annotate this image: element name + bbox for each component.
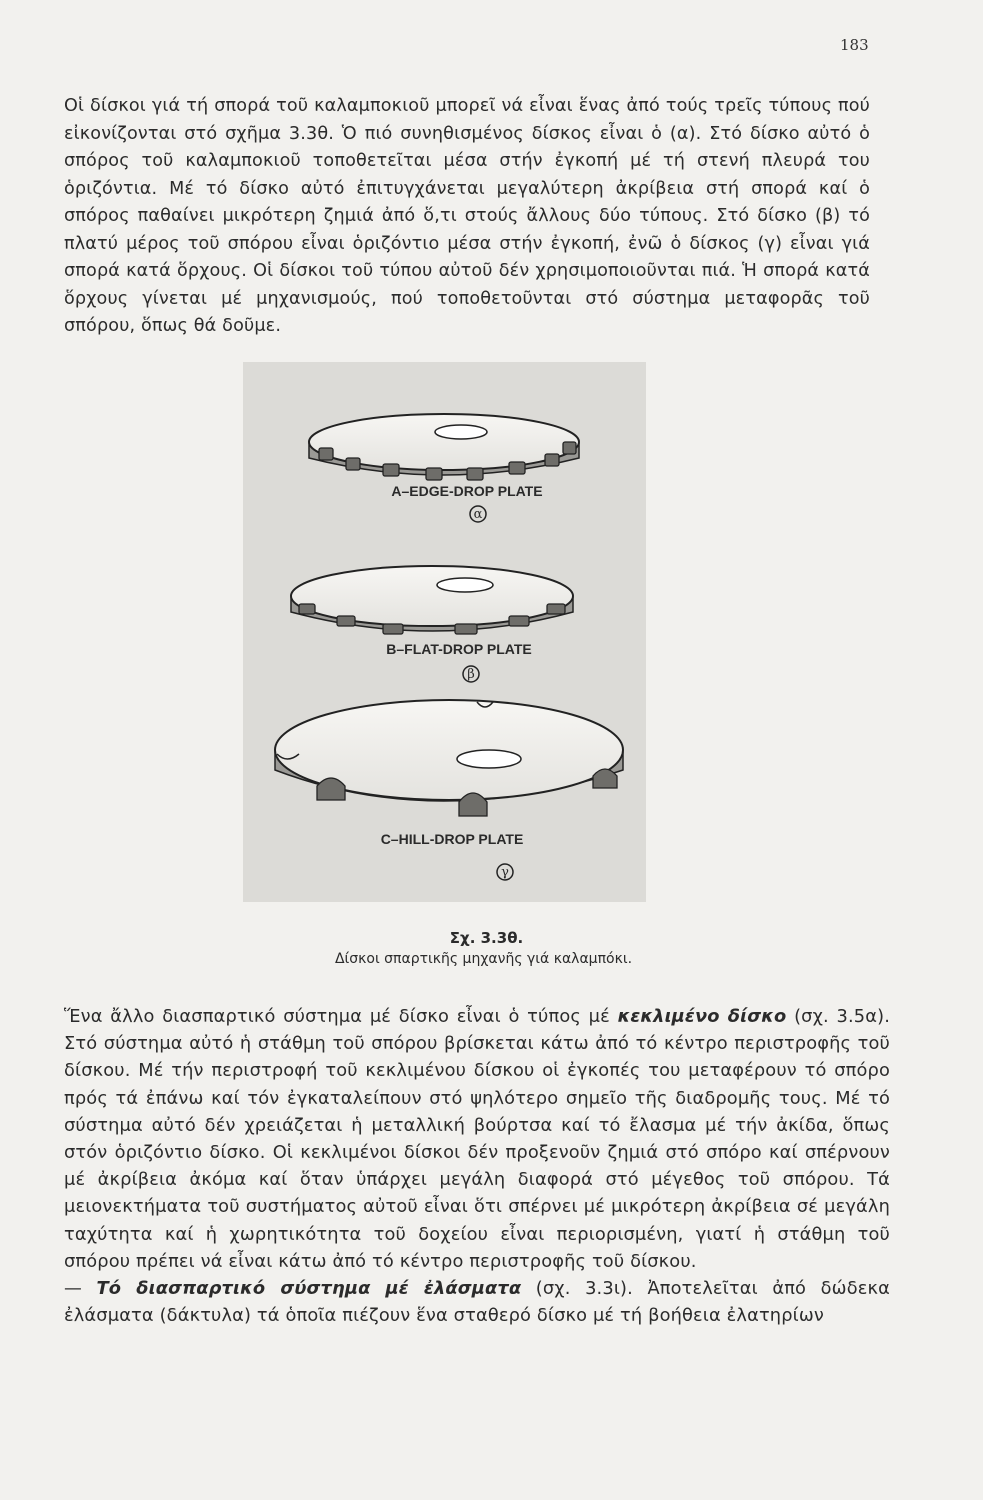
figure-seed-plates xyxy=(243,362,646,902)
edge-drop-plate-drawing xyxy=(309,414,579,522)
hill-drop-plate-drawing xyxy=(275,700,623,880)
page-number: 183 xyxy=(840,36,869,54)
plate-c-symbol: γ xyxy=(501,865,509,880)
figure-caption xyxy=(0,928,983,970)
emphasis-inclined-plate: κεκλιμένο δίσκο xyxy=(617,1006,787,1027)
plate-b-symbol: β xyxy=(467,667,475,682)
emphasis-finger-system: Τό διασπαρτικό σύστημα μέ ἐλάσματα xyxy=(96,1278,522,1300)
plate-b-label: B–FLAT-DROP PLATE xyxy=(386,641,532,657)
plate-a-symbol: α xyxy=(473,507,483,522)
paragraph2-part2: (σχ. 3.5α). Στό σύστημα αὐτό ἡ στάθμη τοῦ σπόρου βρίσκεται κάτω ἀπό τό κέντρο περιστροφῆς τοῦ δίσκου. Μέ τήν περιστροφή τοῦ κεκλιμένου δίσκου οἱ ἐγκοπές του μεταφέρουν τό σπόρο πρός τά ἐπάνω καί τόν ἐγκαταλείπουν στό ψηλότερο σημεῖο τῆς διαδρομῆς τους. Μέ τό σύστημα αὐτό δέν χρειάζεται ἡ μεταλλική βούρτσα καί τό ἔλασμα μέ τήν ἀκίδα, ὅπως στόν ὁριζόντιο δίσκο. Οἱ κεκλιμένοι δίσκοι δέν προξενοῦν ζημιά στό σπόρο καί σπέρνουν μέ ἀκρίβεια ἀκόμα καί ὅταν ὑπάρχει μεγάλη διαφορά στό μέγεθος τοῦ σπόρου. Τά μειονεκτήματα τοῦ συστήματος αὐτοῦ εἶναι ὅτι σπέρνει μέ μικρότερη ἀκρίβεια σέ μεγάλη ταχύτητα καί ἡ χωρητικότητα τοῦ δοχείου εἶναι περιορισμένη, γιατί ἡ στάθμη τοῦ σπόρου πρέπει νά εἶναι κάτω ἀπό τό κέντρο περιστροφῆς τοῦ δίσκου. xyxy=(64,1006,890,1272)
caption-number: Σχ. 3.3θ. xyxy=(449,929,524,947)
paragraph2-dash: — xyxy=(64,1278,97,1300)
paragraph-inclined-plate xyxy=(64,1003,890,1329)
flat-drop-plate-drawing xyxy=(291,566,573,682)
plate-c-label: C–HILL-DROP PLATE xyxy=(380,831,524,847)
plate-a-label: A–EDGE-DROP PLATE xyxy=(391,483,543,499)
paragraph2-part1: Ἕνα ἄλλο διασπαρτικό σύστημα μέ δίσκο εἶναι ὁ τύπος μέ xyxy=(64,1006,618,1027)
caption-text: Δίσκοι σπαρτικῆς μηχανῆς γιά καλαμπόκι. xyxy=(334,951,633,967)
paragraph-seed-plates: Οἱ δίσκοι γιά τή σπορά τοῦ καλαμποκιοῦ μπορεῖ νά εἶναι ἕνας ἀπό τούς τρεῖς τύπους πού εἰκονίζονται στό σχῆμα 3.3θ. Ὁ πιό συνηθισμένος δίσκος εἶναι ὁ (α). Στό δίσκο αὐτό ὁ σπόρος τοῦ καλαμποκιοῦ τοποθετεῖται μέσα στήν ἐγκοπή μέ τή στενή πλευρά του ὁριζόντια. Μέ τό δίσκο αὐτό ἐπιτυγχάνεται μεγαλύτερη ἀκρίβεια στή σπορά καί ὁ σπόρος παθαίνει μικρότερη ζημιά ἀπό ὅ,τι στούς ἄλλους δύο τύπους. Στό δίσκο (β) τό πλατύ μέρος τοῦ σπόρου εἶναι ὁριζόντιο μέσα στήν ἐγκοπή, ἐνῶ ὁ δίσκος (γ) εἶναι γιά σπορά κατά ὅρχους. Οἱ δίσκοι τοῦ τύπου αὐτοῦ δέν χρησιμοποιοῦνται πιά. Ἡ σπορά κατά ὅρχους γίνεται μέ μηχανισμούς, πού τοποθετοῦνται στό σύστημα μεταφορᾶς τοῦ σπόρου, ὅπως θά δοῦμε. xyxy=(64,96,870,336)
paragraph2-part3: (σχ. 3.3ι). Ἀποτελεῖται ἀπό δώδεκα ἐλάσματα (δάκτυλα) τά ὁποῖα πιέζουν ἕνα σταθερό δίσκο μέ τή βοήθεια ἐλατηρίων xyxy=(64,1278,891,1327)
